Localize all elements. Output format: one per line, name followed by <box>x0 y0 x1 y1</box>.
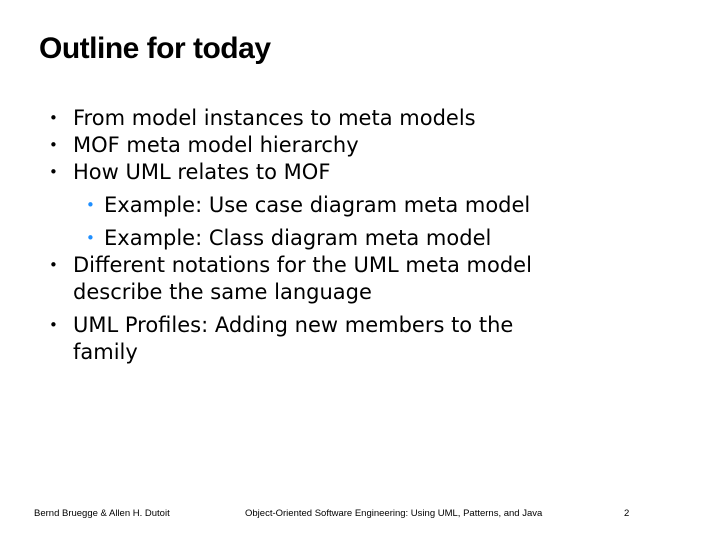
bullet-item <box>0 105 680 132</box>
sub-bullet-text: Example: Use case diagram meta model <box>104 193 531 217</box>
bullet-item <box>0 312 680 366</box>
bullet-dot-icon: • <box>49 136 58 154</box>
sub-bullet-text: Example: Class diagram meta model <box>104 226 492 250</box>
bullet-text: How UML relates to MOF <box>73 160 331 184</box>
footer-authors: Bernd Bruegge & Allen H. Dutoit <box>34 508 170 519</box>
slide-title: Outline for today <box>39 32 271 65</box>
sub-bullet-dot-icon: • <box>86 229 95 247</box>
bullet-text-line: describe the same language <box>73 280 372 304</box>
bullet-item <box>0 252 680 306</box>
bullet-text-line: UML Profiles: Adding new members to the <box>73 313 514 337</box>
footer-page-number: 2 <box>624 508 630 519</box>
bullet-item <box>0 132 680 159</box>
bullet-item <box>0 159 680 186</box>
sub-bullet-item <box>0 225 680 252</box>
bullet-text-line: Different notations for the UML meta model <box>73 253 532 277</box>
bullet-text-line: family <box>73 340 138 364</box>
bullet-dot-icon: • <box>49 316 58 334</box>
sub-bullet-dot-icon: • <box>86 196 95 214</box>
bullet-list <box>0 105 680 366</box>
footer-book-title: Object-Oriented Software Engineering: Using UML, Patterns, and Java <box>245 508 543 519</box>
sub-bullet-item <box>0 192 680 219</box>
bullet-dot-icon: • <box>49 256 58 274</box>
bullet-text: From model instances to meta models <box>73 106 476 130</box>
bullet-text: MOF meta model hierarchy <box>73 133 359 157</box>
bullet-dot-icon: • <box>49 163 58 181</box>
bullet-dot-icon: • <box>49 109 58 127</box>
